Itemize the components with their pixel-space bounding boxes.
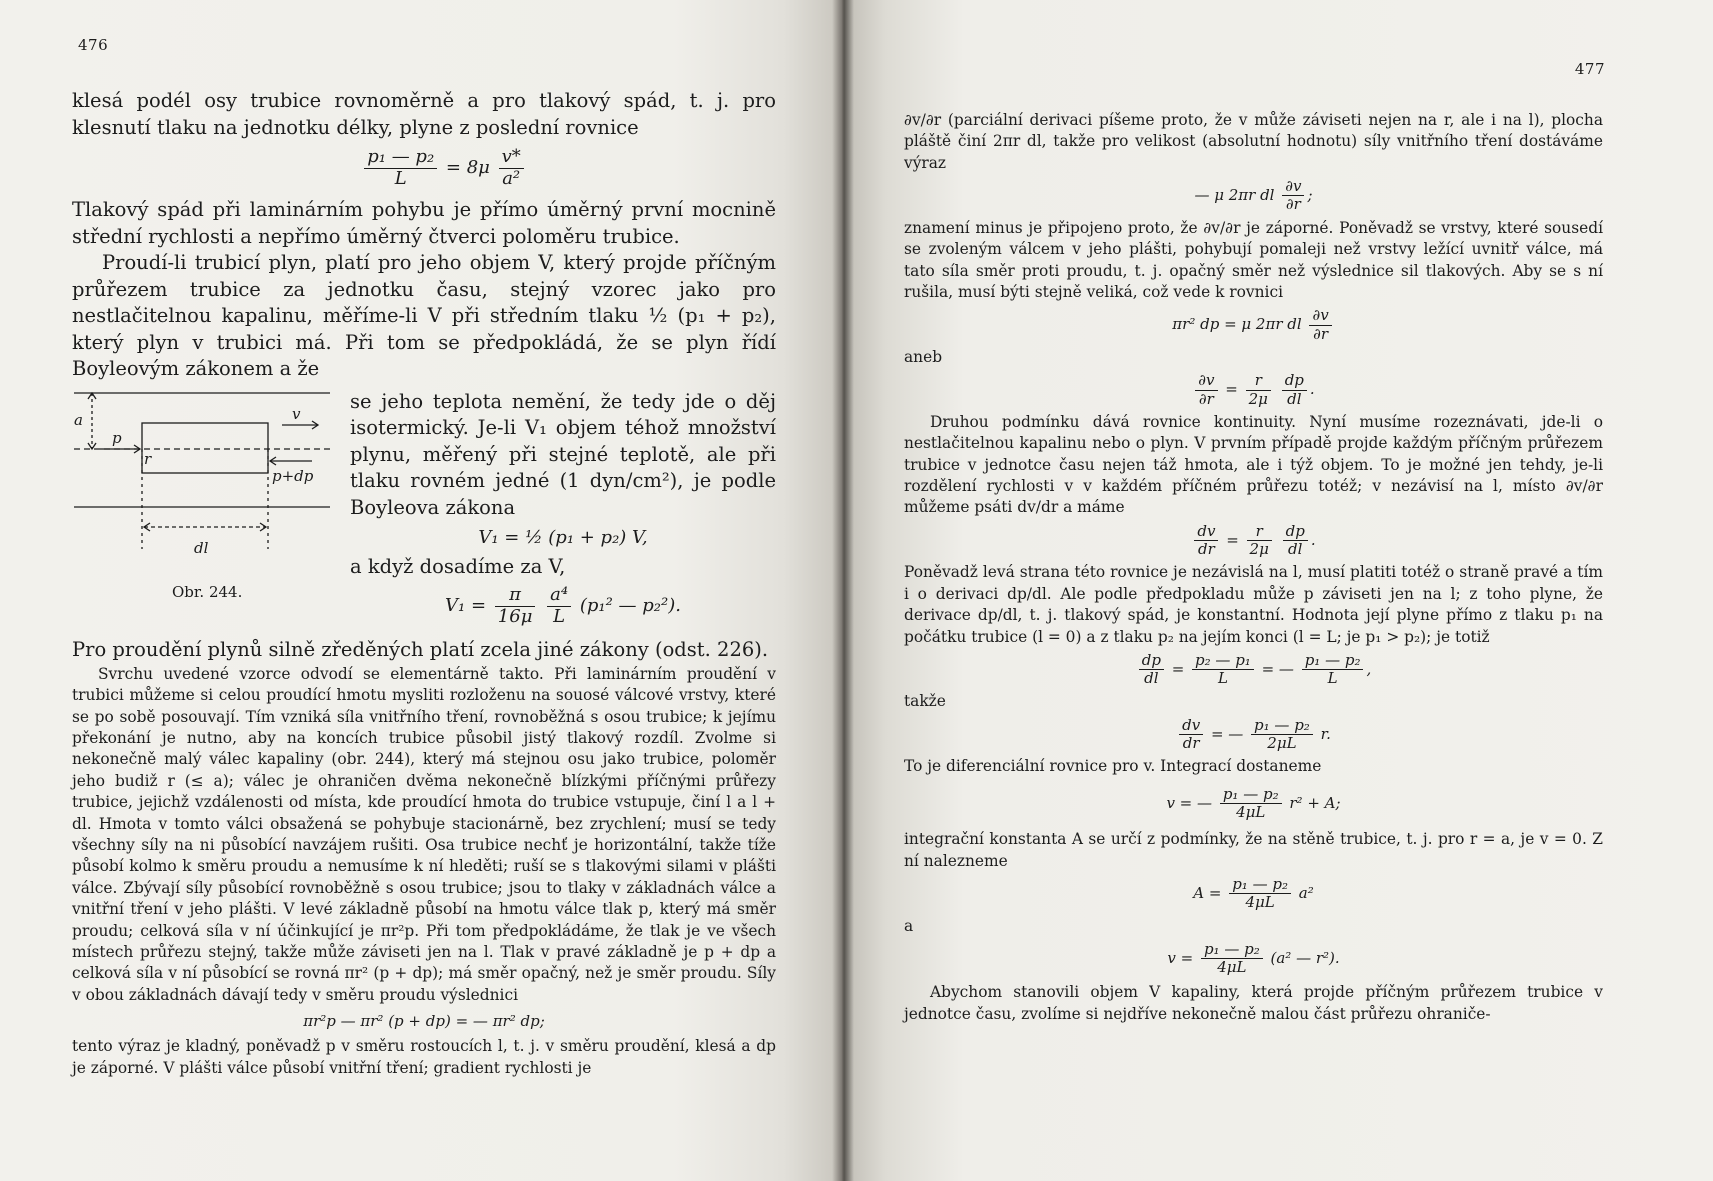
- word-takze: takže: [904, 692, 946, 711]
- equation-differential: $\frac{dv}{dr}$ = — $\frac{\text{p₁ — p₂}}{2\mu L}$ r.: [904, 717, 1603, 753]
- paragraph-volume: Abychom stanovili objem V kapaliny, která projde příčným průřezem trubice v jednotce času, zvolíme si nejdříve nekonečně malou část průřezu ohraniče-: [904, 983, 1603, 1023]
- paragraph-substitute: a když dosadíme za V,: [350, 555, 566, 579]
- paragraph-intro: klesá podél osy trubice rovnoměrně a pro tlakový spád, t. j. pro klesnutí tlaku na jednotku délky, plyne z poslední rovnice: [72, 89, 776, 139]
- figure-244: [72, 389, 332, 631]
- paragraph-isothermal: se jeho teplota nemění, že tedy jde o děj isotermický. Je-li V₁ objem téhož množství plynu, měřený při stejné teplotě, ale při tlaku rovném jedné (1 dyn/cm²), je podle Boyleova zákona: [350, 389, 776, 519]
- figure-caption: Obr. 244.: [172, 582, 243, 601]
- equation-constant-a: A = $\frac{\text{p₁ — p₂}}{4\mu L}$ a²: [1193, 875, 1314, 912]
- tube-diagram: [72, 389, 332, 579]
- equation-integrated: v = — $\frac{\text{p₁ — p₂}}{4\mu L}$ r² + A;: [1166, 784, 1341, 821]
- equation-total-velocity: $\frac{dv}{dr}$ = $\frac{r}{2\mu}$ $\frac{dp}{dl}$ .: [904, 523, 1603, 559]
- paragraph-partial: ∂v/∂r (parciální derivaci píšeme proto, že v může záviseti nejen na r, ale i na l), plocha pláště činí 2πr dl, takže pro velikost (absolutní hodnotu) síly vnitřního tření dostáváme výraz: [904, 111, 1603, 172]
- right-text: [904, 110, 1603, 1025]
- left-main-text: [72, 88, 776, 664]
- paragraph-minus-sign: znamení minus je připojeno proto, že ∂v/∂r je záporné. Poněvadž se vrstvy, které sousedí se zvoleným válcem v jeho plášti, pohybují pomaleji než vrstvy ležící uvnitř válce, má tato síla směr proti proudu, t. j. opačný směr než výslednice sil tlakových. Aby se s ní rušila, musí býti stejně veliká, což vede k rovnici: [904, 218, 1603, 301]
- equation-volume-gas: V₁ = $\frac{\pi}{16\mu}$ $\frac{\text{a⁴}}{L}$ (p₁² — p₂²).: [445, 583, 681, 627]
- right-page: [842, 0, 1713, 1181]
- equation-gradient-value: $\frac{dp}{dl}$ = $\frac{\text{p₂ — p₁}}{L}$ = — $\frac{\text{p₁ — p₂}}{L}$ ,: [904, 652, 1603, 688]
- label-a: a: [74, 410, 83, 429]
- paragraph-rarefied: Pro proudění plynů silně zředěných platí zcela jiné zákony (odst. 226).: [72, 638, 769, 662]
- paragraph-derivation: Svrchu uvedené vzorce odvodí se elementárně takto. Při laminárním proudění v trubici můžeme si celou proudící hmotu mysliti rozloženu na souosé válcové vrstvy, které se po sobě posouvají. Tím vzniká síla vnitřního tření, rovnoběžná s osou trubice; k jejímu překonání je nutno, aby na koncích trubice působil jistý tlakový rozdíl. Zvolme si nekonečně malý válec kapaliny (obr. 244), který má stejnou osu jako trubice, poloměr jeho budiž r (≤ a); válec je ohraničen dvěma nekonečně blízkými příčnými průřezy trubice, jejichž vzdálenosti od místa, kde proudící hmota do trubice vstupuje, činí l a l + dl. Hmota v tomto válci obsažená se pohybuje stacionárně, bez zrychlení; musí se tedy všechny síly na ni působící navzájem rušiti. Osa trubice nechť je horizontální, takže tíže působí kolmo k směru proudu a nemusíme k ní hleděti; ruší se s tlakovými silami v plášti válce. Zbývají síly působící rovnoběžně s osou trubice; jsou to tlaky v základnách válce a vnitřní tření v jeho plášti. V levé základně působí na hmotu válce tlak p, který má směr proudu; celková síla v ní účinkující je πr²p. Při tom předpokládáme, že tlak je ve všech místech průřezu stejný, takže může záviseti jen na l. Tlak v pravé základně je p + dp a celková síla v ní působící se rovná πr² (p + dp); má směr opačný, než je směr proudu. Síly v obou základnách dávají tedy v směru proudu výslednici: [72, 664, 776, 1004]
- label-p-dp: p+dp: [272, 466, 314, 485]
- left-page: [0, 0, 842, 1181]
- paragraph-laminar: Tlakový spád při laminárním pohybu je přímo úměrný první mocnině střední rychlosti a nepřímo úměrný čtverci poloměru trubice.: [72, 198, 776, 248]
- page-number-right: 477: [1574, 60, 1605, 78]
- word-aneb: aneb: [904, 347, 943, 366]
- paragraph-gas: Proudí-li trubicí plyn, platí pro jeho objem V, který projde příčným průřezem trubice za jednotku času, stejný vzorec jako pro nestlačitelnou kapalinu, měříme-li V při středním tlaku ½ (p₁ + p₂), který plyn v trubici má. Při tom se předpokládá, že se plyn řídí Boyleovým zákonem a že: [72, 251, 776, 381]
- equation-boyle: V₁ = ½ (p₁ + p₂) V,: [478, 527, 648, 549]
- label-r: r: [144, 449, 152, 468]
- equation-balance: πr² dp = μ 2πr dl $\frac{\partial v}{\partial r}$: [904, 307, 1603, 343]
- paragraph-positive: tento výraz je kladný, poněvadž p v směru rostoucích l, t. j. v směru proudění, klesá a dp je záporné. V plášti válce působí vnitřní tření; gradient rychlosti je: [72, 1037, 776, 1077]
- paragraph-constant-gradient: Poněvadž levá strana této rovnice je nezávislá na l, musí platiti totéž o straně pravé a tím i o derivaci dp/dl. Ale podle předpokladu může p záviseti jen na l; z toho plyne, že derivace dp/dl, t. j. tlakový spád, je konstantní. Hodnota její plyne přímo z tlaku p₁ na počátku trubice (l = 0) a z tlaku p₂ na jejím konci (l = L; je p₁ > p₂); je totiž: [904, 563, 1603, 646]
- equation-velocity-profile: v = $\frac{\text{p₁ — p₂}}{4\mu L}$ (a² — r²).: [1167, 939, 1340, 977]
- label-dl: dl: [194, 538, 209, 557]
- paragraph-integration: To je diferenciální rovnice pro v. Integrací dostaneme: [904, 757, 1322, 776]
- label-v: v: [292, 404, 301, 423]
- word-a: a: [904, 916, 914, 935]
- equation-resultant: πr²p — πr² (p + dp) = — πr² dp;: [303, 1012, 545, 1031]
- page-number-left: 476: [78, 36, 109, 54]
- paragraph-continuity: Druhou podmínku dává rovnice kontinuity. Nyní musíme rozeznávati, jde-li o nestlačitelnou kapalinu nebo o plyn. V prvním případě projde každým příčným průřezem trubice v jednotce času nejen táž hmota, ale i týž objem. To je možné jen tehdy, je-li rozdělení rychlosti v v každém příčném průřezu totéž; v nezávisí na l, místo ∂v/∂r můžeme psáti dv/dr a máme: [904, 412, 1603, 517]
- paragraph-integration-constant: integrační konstanta A se určí z podmínky, že na stěně trubice, t. j. pro r = a, je v = 0. Z ní nalezneme: [904, 830, 1603, 870]
- equation-pressure-gradient: $\frac{\text{p₁ — p₂}}{L}$ = 8μ $\frac{v*}{\text{a²}}$: [112, 147, 776, 189]
- equation-friction: — μ 2πr dl $\frac{\partial v}{\partial r}$ ;: [1194, 177, 1313, 214]
- figure-block: [72, 389, 776, 631]
- equation-partial-velocity: $\frac{\partial v}{\partial r}$ = $\frac{r}{2\mu}$ $\frac{dp}{dl}$ .: [904, 372, 1603, 408]
- figure-side-text: [350, 389, 776, 631]
- left-small-text: [72, 664, 776, 1079]
- label-p: p: [112, 428, 122, 447]
